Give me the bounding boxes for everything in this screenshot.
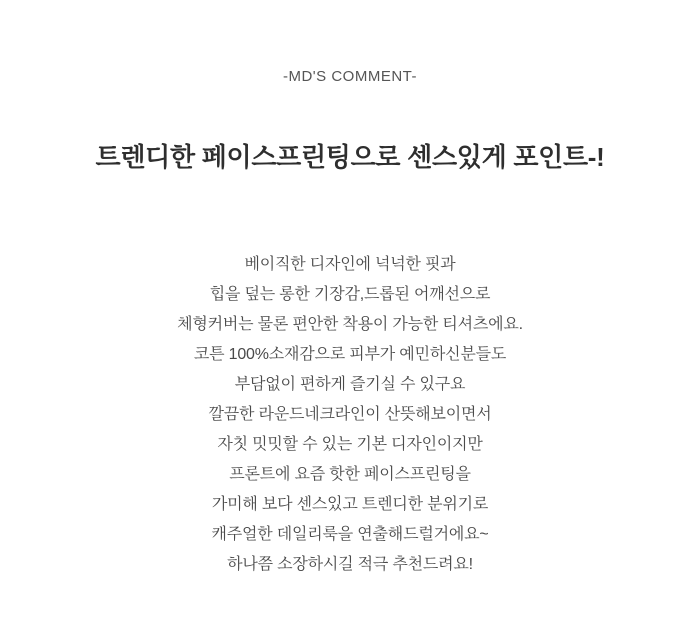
description-line: 프론트에 요즘 핫한 페이스프린팅을 — [229, 466, 471, 483]
md-comment-label: -MD'S COMMENT- — [282, 68, 418, 85]
description-line: 베이직한 디자인에 넉넉한 핏과 — [244, 256, 456, 273]
description-line: 자칫 밋밋할 수 있는 기본 디자인이지만 — [217, 436, 483, 453]
description-line: 캐주얼한 데일리룩을 연출해드럴거에요~ — [211, 526, 489, 543]
description-line: 하나쯤 소장하시길 적극 추천드려요! — [227, 556, 473, 573]
description-block — [0, 250, 700, 580]
page-title: 트렌디한 페이스프린팅으로 센스있게 포인트-! — [95, 142, 605, 173]
description-line: 부담없이 편하게 즐기실 수 있구요 — [234, 376, 466, 393]
description-line: 가미해 보다 센스있고 트렌디한 분위기로 — [211, 496, 489, 513]
description-line: 힙을 덮는 롱한 기장감,드롭된 어깨선으로 — [209, 286, 491, 303]
description-line: 체형커버는 물론 편안한 착용이 가능한 티셔츠에요. — [177, 316, 523, 333]
description-line: 코튼 100%소재감으로 피부가 예민하신분들도 — [193, 346, 507, 363]
description-line: 깔끔한 라운드네크라인이 산뜻해보이면서 — [208, 406, 492, 423]
